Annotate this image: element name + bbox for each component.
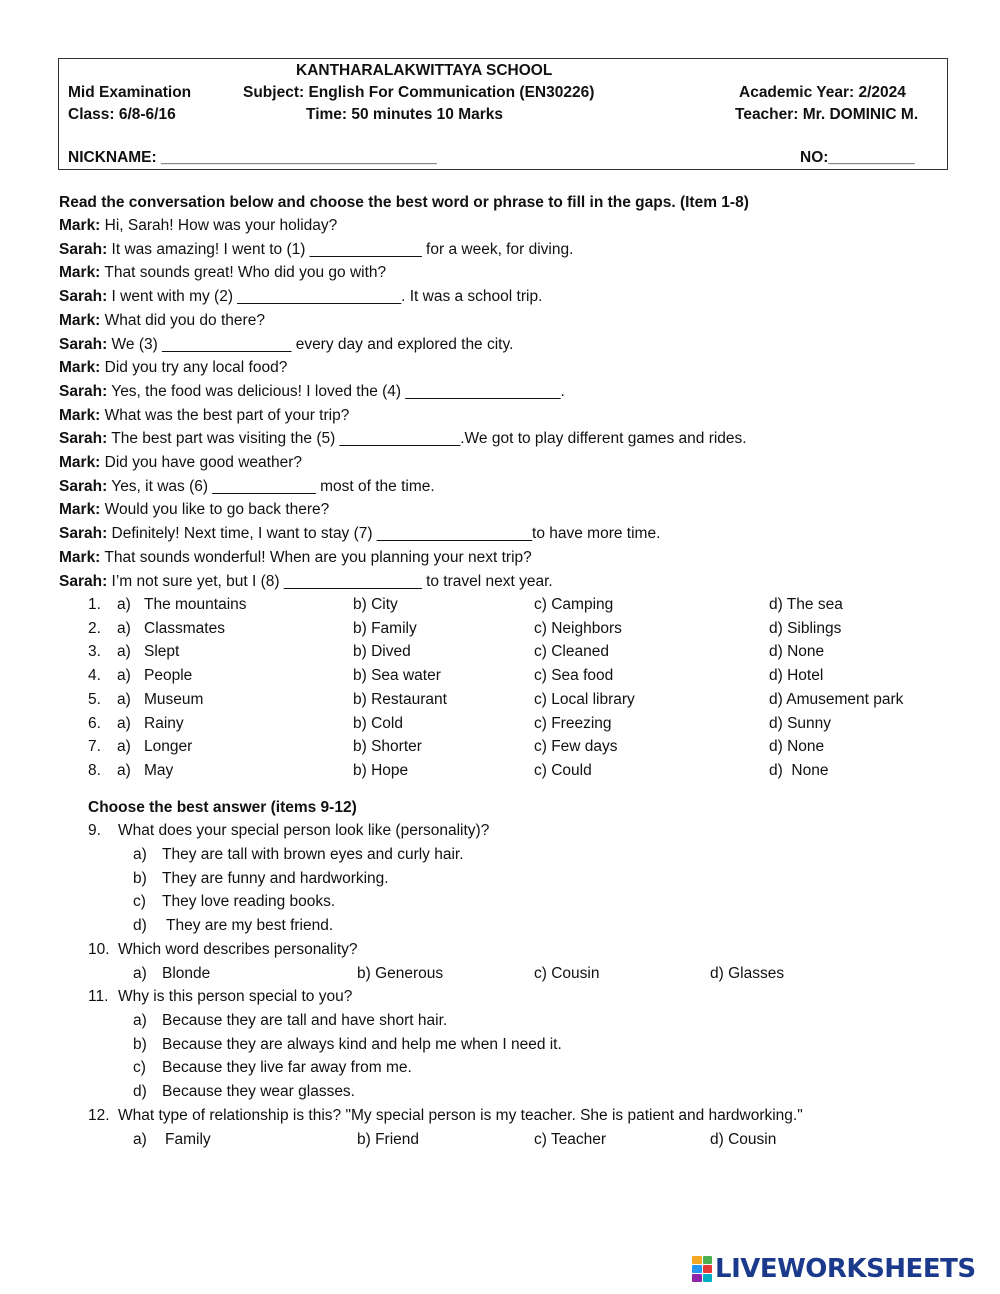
q10-option-a-label[interactable]: a) (133, 965, 147, 982)
option-c[interactable]: c) Cleaned (534, 643, 609, 661)
q10-text: Which word describes personality? (118, 941, 358, 958)
speaker-name: Mark: (59, 548, 101, 566)
option-label[interactable]: b) (133, 869, 147, 887)
option-d[interactable]: d) Hotel (769, 667, 824, 685)
dialogue-text[interactable]: Hi, Sarah! How was your holiday? (100, 217, 338, 234)
dialogue-text[interactable]: We (3) _______________ every day and explored the city. (107, 335, 514, 353)
dialogue-line (59, 549, 532, 567)
option-a[interactable]: Rainy (144, 714, 184, 732)
speaker-name: Mark: (59, 311, 101, 329)
dialogue-line (59, 336, 513, 354)
option-c[interactable]: c) Few days (534, 738, 618, 756)
q10-option-a[interactable]: Blonde (162, 965, 211, 982)
option-a-label[interactable]: a) (117, 596, 131, 613)
number-field[interactable]: NO:__________ (800, 149, 915, 166)
option-b[interactable]: b) Sea water (353, 667, 441, 685)
dialogue-text[interactable]: Did you try any local food? (100, 359, 288, 377)
speaker-name: Mark: (59, 264, 101, 282)
item-number: 6. (88, 714, 101, 732)
q12-option-a[interactable]: Family (165, 1131, 211, 1148)
option-label[interactable]: a) (133, 1012, 147, 1029)
school-name: KANTHARALAKWITTAYA SCHOOL (296, 62, 553, 79)
section2-instruction: Choose the best answer (items 9-12) (88, 799, 357, 816)
item-number: 4. (88, 667, 101, 685)
speaker-name: Sarah: (59, 572, 108, 590)
dialogue-text[interactable]: Yes, it was (6) ____________ most of the time. (107, 477, 435, 495)
option-label[interactable]: b) (133, 1035, 147, 1053)
speaker-name: Sarah: (59, 477, 108, 495)
q10-option-d[interactable]: d) Glasses (710, 965, 785, 982)
speaker-name: Mark: (59, 359, 101, 377)
dialogue-line (59, 407, 349, 425)
dialogue-line (59, 525, 660, 543)
dialogue-text[interactable]: I’m not sure yet, but I (8) ________________ to travel next year. (107, 572, 553, 590)
option-label[interactable]: d) (133, 1083, 147, 1101)
speaker-name: Sarah: (59, 335, 108, 353)
item-number: 7. (88, 738, 101, 756)
teacher: Teacher: Mr. DOMINIC M. (735, 106, 919, 123)
q11-number: 11. (88, 988, 109, 1005)
q10-option-c[interactable]: c) Cousin (534, 965, 600, 982)
section1-instruction: Read the conversation below and choose the best word or phrase to fill in the gaps. (Item 1-8) (59, 194, 749, 211)
dialogue-text[interactable]: Did you have good weather? (100, 454, 302, 471)
option-c[interactable]: c) Camping (534, 596, 614, 613)
option-a-label[interactable]: a) (117, 643, 131, 661)
option-d[interactable]: d) Sunny (769, 714, 832, 732)
dialogue-line (59, 573, 553, 591)
option-d[interactable]: d) The sea (769, 596, 843, 613)
dialogue-text[interactable]: Would you like to go back there? (100, 501, 330, 519)
option-text[interactable]: They are funny and hardworking. (162, 869, 389, 887)
dialogue-line (59, 359, 287, 377)
speaker-name: Sarah: (59, 382, 108, 400)
liveworksheets-logo-text: LIVEWORKSHEETS (715, 1254, 976, 1284)
dialogue-line (59, 241, 573, 259)
option-label[interactable]: c) (133, 893, 146, 911)
speaker-name: Sarah: (59, 525, 108, 543)
option-label[interactable]: d) (133, 917, 147, 935)
q12-option-c[interactable]: c) Teacher (534, 1131, 607, 1148)
speaker-name: Mark: (59, 406, 101, 424)
speaker-name: Mark: (59, 217, 101, 234)
option-b[interactable]: b) Shorter (353, 738, 422, 756)
subject: Subject: English For Communication (EN30226) (243, 84, 595, 101)
option-d[interactable]: d) None (769, 738, 825, 756)
option-text[interactable]: They love reading books. (162, 893, 336, 911)
option-a[interactable]: People (144, 667, 193, 685)
dialogue-text[interactable]: That sounds wonderful! When are you planning your next trip? (100, 548, 532, 566)
option-text[interactable]: They are tall with brown eyes and curly hair. (162, 846, 464, 863)
dialogue-text[interactable]: I went with my (2) ___________________. It was a school trip. (107, 288, 543, 306)
option-b[interactable]: b) Family (353, 619, 417, 637)
q12-number: 12. (88, 1107, 110, 1124)
time-marks: Time: 50 minutes 10 Marks (306, 106, 503, 123)
option-text[interactable]: They are my best friend. (162, 917, 334, 935)
option-c[interactable]: c) Freezing (534, 714, 612, 732)
q12-text: What type of relationship is this? "My special person is my teacher. She is patient and hardworking." (118, 1107, 803, 1124)
option-b[interactable]: b) Dived (353, 643, 411, 661)
dialogue-text[interactable]: Yes, the food was delicious! I loved the (4) __________________. (107, 382, 565, 400)
dialogue-line (59, 288, 542, 306)
dialogue-text[interactable]: Definitely! Next time, I want to stay (7) __________________to have more time. (107, 525, 661, 543)
option-text[interactable]: Because they wear glasses. (162, 1083, 355, 1101)
option-d[interactable]: d) Siblings (769, 619, 842, 637)
speaker-name: Mark: (59, 454, 101, 471)
dialogue-line (59, 501, 329, 519)
option-text[interactable]: Because they live far away from me. (162, 1059, 412, 1077)
nickname-field[interactable]: NICKNAME: ________________________________ (68, 149, 437, 166)
option-a[interactable]: Classmates (144, 619, 225, 637)
speaker-name: Mark: (59, 501, 101, 519)
option-b[interactable]: b) City (353, 596, 398, 613)
dialogue-line (59, 454, 302, 472)
dialogue-line (59, 383, 565, 401)
q10-option-b[interactable]: b) Generous (357, 965, 444, 982)
option-a-label[interactable]: a) (117, 690, 131, 708)
dialogue-line (59, 312, 265, 330)
option-a-label[interactable]: a) (117, 738, 131, 756)
liveworksheets-logo-icon (692, 1256, 712, 1282)
item-number: 1. (88, 596, 101, 613)
option-a[interactable]: May (144, 761, 174, 779)
option-b[interactable]: b) Hope (353, 761, 409, 779)
q9-text: What does your special person look like (personality)? (118, 822, 490, 839)
dialogue-text[interactable]: What did you do there? (100, 311, 265, 329)
item-number: 2. (88, 619, 101, 637)
option-d[interactable]: d) None (769, 761, 829, 779)
option-a[interactable]: Museum (144, 690, 204, 708)
option-c[interactable]: c) Sea food (534, 667, 614, 685)
dialogue-text[interactable]: What was the best part of your trip? (100, 406, 350, 424)
liveworksheets-logo[interactable] (692, 1252, 992, 1286)
dialogue-line (59, 217, 337, 235)
speaker-name: Sarah: (59, 288, 108, 306)
item-number: 5. (88, 690, 101, 708)
option-a-label[interactable]: a) (117, 714, 131, 732)
option-c[interactable]: c) Neighbors (534, 619, 622, 637)
option-a-label[interactable]: a) (117, 619, 131, 637)
option-label[interactable]: c) (133, 1059, 146, 1077)
option-a-label[interactable]: a) (117, 761, 131, 779)
class-info: Class: 6/8-6/16 (68, 106, 176, 123)
option-d[interactable]: d) None (769, 643, 825, 661)
dialogue-text[interactable]: That sounds great! Who did you go with? (100, 264, 387, 282)
speaker-name: Sarah: (59, 430, 108, 448)
option-c[interactable]: c) Local library (534, 690, 635, 708)
q12-option-b[interactable]: b) Friend (357, 1131, 420, 1148)
option-a[interactable]: The mountains (144, 596, 247, 613)
option-a-label[interactable]: a) (117, 667, 131, 685)
dialogue-line (59, 264, 386, 282)
item-number: 3. (88, 643, 101, 661)
academic-year: Academic Year: 2/2024 (739, 84, 906, 101)
q12-option-d[interactable]: d) Cousin (710, 1131, 777, 1148)
option-label[interactable]: a) (133, 846, 147, 863)
q10-number: 10. (88, 941, 110, 958)
option-text[interactable]: Because they are tall and have short hair. (162, 1012, 448, 1029)
option-a[interactable]: Slept (144, 643, 180, 661)
option-b[interactable]: b) Cold (353, 714, 403, 732)
option-c[interactable]: c) Could (534, 761, 592, 779)
q11-text: Why is this person special to you? (118, 988, 353, 1005)
dialogue-line (59, 478, 435, 496)
q12-option-a-label[interactable]: a) (133, 1131, 147, 1148)
q9-number: 9. (88, 822, 101, 839)
option-b[interactable]: b) Restaurant (353, 690, 447, 708)
speaker-name: Sarah: (59, 240, 108, 258)
dialogue-text[interactable]: It was amazing! I went to (1) _____________ for a week, for diving. (107, 240, 574, 258)
dialogue-line (59, 430, 747, 448)
option-d[interactable]: d) Amusement park (769, 690, 904, 708)
option-text[interactable]: Because they are always kind and help me when I need it. (162, 1035, 562, 1053)
option-a[interactable]: Longer (144, 738, 193, 756)
dialogue-text[interactable]: The best part was visiting the (5) ______________.We got to play different games and rides. (107, 430, 747, 448)
exam-type: Mid Examination (68, 84, 192, 101)
item-number: 8. (88, 761, 101, 779)
